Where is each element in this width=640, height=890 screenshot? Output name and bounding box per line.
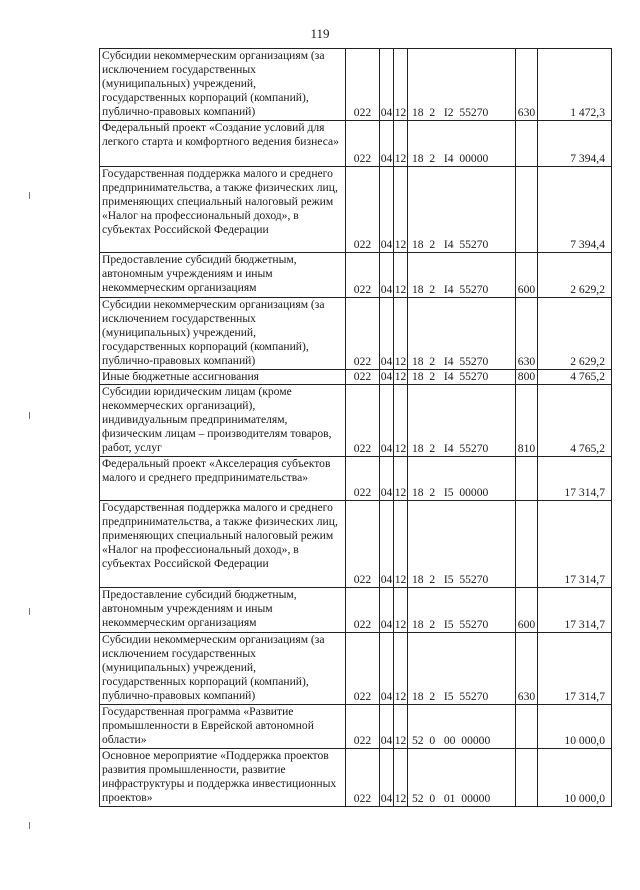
item-name: Государственная поддержка малого и среднего предпринимательства, а также физических лиц, применяющих специальный налоговый режим «Налог на профессиональный доход», в субъектах Российской Федерации: [100, 501, 346, 588]
table-row: [100, 501, 612, 588]
ministry-code: 022: [346, 49, 380, 121]
expense-type-code: 630: [516, 633, 538, 705]
item-name: Субсидии некоммерческим организациям (за исключением государственных (муниципальных) учреждений, государственных корпораций (компаний), публично-правовых компаний): [100, 633, 346, 705]
ministry-code: 022: [346, 253, 380, 298]
ministry-code: 022: [346, 633, 380, 705]
item-name: Субсидии некоммерческим организациям (за исключением государственных (муниципальных) учреждений, государственных корпораций (компаний), публично-правовых компаний): [100, 49, 346, 121]
expense-type-code: [516, 705, 538, 749]
item-name: Предоставление субсидий бюджетным, автономным учреждениям и иным некоммерческим организациям: [100, 588, 346, 633]
subsection-code: 12: [394, 501, 408, 588]
target-article-code: 18 2 I5 00000: [408, 457, 516, 501]
subsection-code: 12: [394, 121, 408, 167]
section-code: 04: [380, 253, 394, 298]
target-article-code: 18 2 I4 55270: [408, 167, 516, 253]
table-row: [100, 167, 612, 253]
subsection-code: 12: [394, 633, 408, 705]
table-row: [100, 588, 612, 633]
expense-type-code: 600: [516, 588, 538, 633]
subsection-code: 12: [394, 253, 408, 298]
target-article-code: 18 2 I2 55270: [408, 49, 516, 121]
ministry-code: 022: [346, 749, 380, 807]
target-article-code: 52 0 00 00000: [408, 705, 516, 749]
section-code: 04: [380, 385, 394, 457]
table-row: [100, 633, 612, 705]
margin-mark: [29, 192, 30, 199]
section-code: 04: [380, 705, 394, 749]
expense-type-code: [516, 457, 538, 501]
section-code: 04: [380, 633, 394, 705]
ministry-code: 022: [346, 370, 380, 385]
subsection-code: 12: [394, 167, 408, 253]
item-name: Субсидии юридическим лицам (кроме некоммерческих организаций), индивидуальным предпринимателям, физическим лицам – производителям товаров, работ, услуг: [100, 385, 346, 457]
item-name: Субсидии некоммерческим организациям (за исключением государственных (муниципальных) учреждений, государственных корпораций (компаний), публично-правовых компаний): [100, 298, 346, 370]
amount: 17 314,7: [538, 633, 612, 705]
subsection-code: 12: [394, 49, 408, 121]
item-name: Федеральный проект «Создание условий для легкого старта и комфортного ведения бизнеса»: [100, 121, 346, 167]
amount: 7 394,4: [538, 167, 612, 253]
target-article-code: 18 2 I4 00000: [408, 121, 516, 167]
expense-type-code: [516, 121, 538, 167]
amount: 17 314,7: [538, 501, 612, 588]
target-article-code: 18 2 I4 55270: [408, 298, 516, 370]
target-article-code: 18 2 I4 55270: [408, 385, 516, 457]
item-name: Государственная программа «Развитие промышленности в Еврейской автономной области»: [100, 705, 346, 749]
target-article-code: 18 2 I4 55270: [408, 253, 516, 298]
subsection-code: 12: [394, 298, 408, 370]
budget-table: [99, 48, 612, 807]
amount: 1 472,3: [538, 49, 612, 121]
amount: 17 314,7: [538, 457, 612, 501]
margin-mark: [29, 608, 30, 615]
amount: 10 000,0: [538, 749, 612, 807]
item-name: Предоставление субсидий бюджетным, автономным учреждениям и иным некоммерческим организациям: [100, 253, 346, 298]
amount: 2 629,2: [538, 298, 612, 370]
table-row: [100, 370, 612, 385]
expense-type-code: 810: [516, 385, 538, 457]
expense-type-code: 800: [516, 370, 538, 385]
subsection-code: 12: [394, 385, 408, 457]
subsection-code: 12: [394, 749, 408, 807]
ministry-code: 022: [346, 167, 380, 253]
ministry-code: 022: [346, 298, 380, 370]
target-article-code: 52 0 01 00000: [408, 749, 516, 807]
section-code: 04: [380, 588, 394, 633]
expense-type-code: 600: [516, 253, 538, 298]
amount: 17 314,7: [538, 588, 612, 633]
ministry-code: 022: [346, 385, 380, 457]
table-row: [100, 49, 612, 121]
section-code: 04: [380, 49, 394, 121]
item-name: Государственная поддержка малого и среднего предпринимательства, а также физических лиц, применяющих специальный налоговый режим «Налог на профессиональный доход», в субъектах Российской Федерации: [100, 167, 346, 253]
section-code: 04: [380, 501, 394, 588]
amount: 4 765,2: [538, 370, 612, 385]
subsection-code: 12: [394, 588, 408, 633]
table-row: [100, 298, 612, 370]
table-body: [100, 49, 612, 807]
ministry-code: 022: [346, 457, 380, 501]
section-code: 04: [380, 121, 394, 167]
amount: 4 765,2: [538, 385, 612, 457]
expense-type-code: [516, 501, 538, 588]
item-name: Иные бюджетные ассигнования: [100, 370, 346, 385]
subsection-code: 12: [394, 705, 408, 749]
item-name: Федеральный проект «Акселерация субъектов малого и среднего предпринимательства»: [100, 457, 346, 501]
ministry-code: 022: [346, 588, 380, 633]
section-code: 04: [380, 298, 394, 370]
margin-mark: [29, 412, 30, 419]
table-row: [100, 253, 612, 298]
table-row: [100, 749, 612, 807]
section-code: 04: [380, 749, 394, 807]
expense-type-code: 630: [516, 49, 538, 121]
section-code: 04: [380, 370, 393, 383]
page-number: 119: [310, 26, 330, 41]
amount: 10 000,0: [538, 705, 612, 749]
target-article-code: 18 2 I4 55270: [408, 370, 516, 385]
margin-mark: [29, 822, 30, 829]
amount: 7 394,4: [538, 121, 612, 167]
target-article-code: 18 2 I5 55270: [408, 588, 516, 633]
subsection-code: 12: [394, 370, 407, 383]
target-article-code: 18 2 I5 55270: [408, 633, 516, 705]
table-row: [100, 457, 612, 501]
subsection-code: 12: [394, 457, 408, 501]
expense-type-code: [516, 749, 538, 807]
amount: 2 629,2: [538, 253, 612, 298]
section-code: 04: [380, 167, 394, 253]
target-article-code: 18 2 I5 55270: [408, 501, 516, 588]
ministry-code: 022: [346, 501, 380, 588]
ministry-code: 022: [346, 121, 380, 167]
section-code: 04: [380, 457, 394, 501]
table-row: [100, 385, 612, 457]
table-row: [100, 121, 612, 167]
expense-type-code: 630: [516, 298, 538, 370]
table-row: [100, 705, 612, 749]
expense-type-code: [516, 167, 538, 253]
ministry-code: 022: [346, 705, 380, 749]
item-name: Основное мероприятие «Поддержка проектов развития промышленности, развитие инфраструктуры и поддержка инвестиционных проектов»: [100, 749, 346, 807]
